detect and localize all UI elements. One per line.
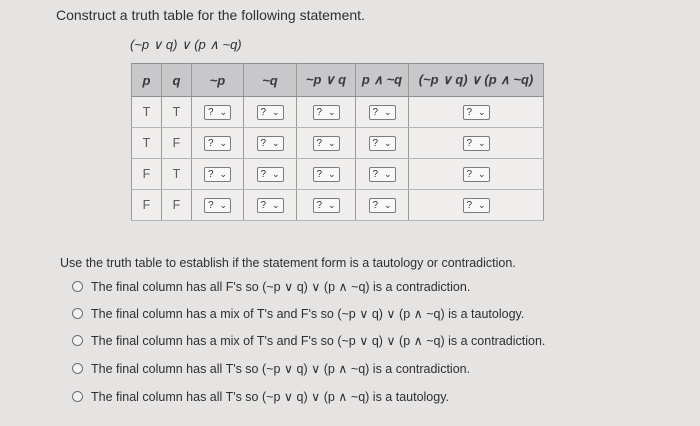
chevron-down-icon: ⌄: [383, 106, 392, 117]
dropdown-value: ?: [260, 168, 267, 180]
dropdown-value: ?: [372, 168, 379, 180]
table-row: [132, 159, 544, 190]
chevron-down-icon: ⌄: [271, 168, 280, 179]
cell-not-p-or-q: [297, 190, 356, 221]
chevron-down-icon: ⌄: [327, 168, 336, 179]
cell-final: [409, 128, 544, 159]
dropdown-value: ?: [372, 106, 379, 118]
chevron-down-icon: ⌄: [327, 199, 336, 210]
cell-not-p-or-q: [297, 128, 356, 159]
answer-dropdown[interactable]: [369, 198, 396, 213]
header-p-and-not-q: p ∧ ~q: [356, 64, 409, 97]
option-label: The final column has a mix of T's and F's so (~p ∨ q) ∨ (p ∧ ~q) is a tautology.: [91, 307, 525, 321]
dropdown-value: ?: [316, 137, 323, 149]
header-row: [132, 64, 544, 97]
cell-q: T: [162, 97, 192, 128]
chevron-down-icon: ⌄: [271, 199, 280, 210]
cell-not-p: [192, 159, 244, 190]
cell-q: T: [162, 159, 192, 190]
chevron-down-icon: ⌄: [383, 137, 392, 148]
option-label: The final column has all T's so (~p ∨ q) ∨ (p ∧ ~q) is a contradiction.: [91, 362, 471, 376]
chevron-down-icon: ⌄: [219, 137, 227, 148]
cell-not-q: [244, 190, 297, 221]
question-prompt: Construct a truth table for the following statement.: [56, 7, 365, 23]
dropdown-value: ?: [208, 106, 214, 118]
header-not-p-or-q: ~p ∨ q: [297, 64, 356, 97]
answer-dropdown[interactable]: [257, 167, 284, 182]
dropdown-value: ?: [260, 137, 267, 149]
cell-not-q: [244, 97, 297, 128]
radio-button[interactable]: [72, 363, 83, 374]
header-q: q: [162, 64, 192, 97]
truth-table: [131, 63, 544, 221]
cell-p: F: [132, 159, 162, 190]
table-row: [132, 190, 544, 221]
cell-final: [409, 190, 544, 221]
cell-final: [409, 159, 544, 190]
dropdown-value: ?: [208, 199, 214, 211]
cell-p-and-not-q: [356, 128, 409, 159]
tautology-question: Use the truth table to establish if the statement form is a tautology or contradiction.: [60, 256, 516, 270]
cell-p-and-not-q: [356, 97, 409, 128]
dropdown-value: ?: [208, 137, 214, 149]
option-5[interactable]: [72, 389, 449, 404]
option-label: The final column has all T's so (~p ∨ q) ∨ (p ∧ ~q) is a tautology.: [91, 390, 450, 404]
chevron-down-icon: ⌄: [477, 199, 486, 210]
answer-dropdown[interactable]: [257, 105, 284, 120]
chevron-down-icon: ⌄: [383, 199, 392, 210]
option-label: The final column has all F's so (~p ∨ q) ∨ (p ∧ ~q) is a contradiction.: [91, 280, 471, 294]
dropdown-value: ?: [260, 106, 267, 118]
dropdown-value: ?: [260, 199, 267, 211]
cell-not-p: [192, 97, 244, 128]
answer-dropdown[interactable]: [369, 167, 396, 182]
answer-dropdown[interactable]: [463, 105, 490, 120]
answer-dropdown[interactable]: [204, 105, 231, 120]
option-4[interactable]: [72, 361, 470, 376]
header-not-q: ~q: [244, 64, 297, 97]
option-1[interactable]: [72, 279, 470, 294]
dropdown-value: ?: [316, 168, 323, 180]
answer-dropdown[interactable]: [204, 136, 231, 151]
cell-p: T: [132, 97, 162, 128]
cell-not-p: [192, 190, 244, 221]
dropdown-value: ?: [372, 137, 379, 149]
option-3[interactable]: [72, 333, 545, 348]
cell-final: [409, 97, 544, 128]
dropdown-value: ?: [466, 168, 473, 180]
statement-text: (~p ∨ q) ∨ (p ∧ ~q): [130, 37, 242, 52]
chevron-down-icon: ⌄: [271, 137, 280, 148]
chevron-down-icon: ⌄: [219, 199, 227, 210]
cell-p-and-not-q: [356, 190, 409, 221]
answer-dropdown[interactable]: [369, 105, 396, 120]
table-row: [132, 97, 544, 128]
radio-button[interactable]: [72, 391, 83, 402]
cell-not-p: [192, 128, 244, 159]
dropdown-value: ?: [466, 106, 473, 118]
cell-not-q: [244, 128, 297, 159]
answer-dropdown[interactable]: [463, 198, 490, 213]
answer-dropdown[interactable]: [257, 198, 284, 213]
chevron-down-icon: ⌄: [383, 168, 392, 179]
dropdown-value: ?: [316, 199, 323, 211]
answer-dropdown[interactable]: [313, 198, 340, 213]
cell-not-p-or-q: [297, 159, 356, 190]
answer-dropdown[interactable]: [463, 167, 490, 182]
answer-dropdown[interactable]: [313, 136, 340, 151]
chevron-down-icon: ⌄: [477, 168, 486, 179]
chevron-down-icon: ⌄: [477, 106, 486, 117]
cell-not-p-or-q: [297, 97, 356, 128]
radio-button[interactable]: [72, 335, 83, 346]
cell-p: T: [132, 128, 162, 159]
cell-not-q: [244, 159, 297, 190]
answer-dropdown[interactable]: [313, 105, 340, 120]
dropdown-value: ?: [372, 199, 379, 211]
chevron-down-icon: ⌄: [219, 106, 227, 117]
dropdown-value: ?: [466, 199, 473, 211]
answer-dropdown[interactable]: [204, 198, 231, 213]
radio-button[interactable]: [72, 308, 83, 319]
radio-button[interactable]: [72, 281, 83, 292]
dropdown-value: ?: [466, 137, 473, 149]
header-final: (~p ∨ q) ∨ (p ∧ ~q): [409, 64, 544, 97]
header-p: p: [132, 64, 162, 97]
chevron-down-icon: ⌄: [271, 106, 280, 117]
answer-dropdown[interactable]: [369, 136, 396, 151]
option-label: The final column has a mix of T's and F's so (~p ∨ q) ∨ (p ∧ ~q) is a contradiction.: [91, 334, 546, 348]
cell-q: F: [162, 190, 192, 221]
chevron-down-icon: ⌄: [327, 137, 336, 148]
cell-q: F: [162, 128, 192, 159]
dropdown-value: ?: [208, 168, 214, 180]
table-row: [132, 128, 544, 159]
answer-dropdown[interactable]: [463, 136, 490, 151]
chevron-down-icon: ⌄: [327, 106, 336, 117]
cell-p: F: [132, 190, 162, 221]
answer-dropdown[interactable]: [313, 167, 340, 182]
cell-p-and-not-q: [356, 159, 409, 190]
option-2[interactable]: [72, 306, 524, 321]
dropdown-value: ?: [316, 106, 323, 118]
header-not-p: ~p: [192, 64, 244, 97]
answer-dropdown[interactable]: [257, 136, 284, 151]
chevron-down-icon: ⌄: [219, 168, 227, 179]
answer-dropdown[interactable]: [204, 167, 231, 182]
chevron-down-icon: ⌄: [477, 137, 486, 148]
